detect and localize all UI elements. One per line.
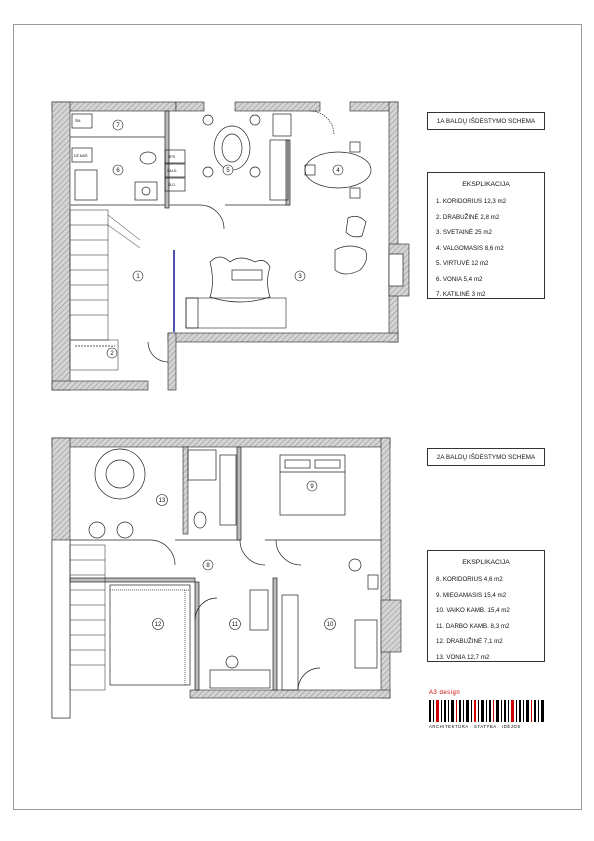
room-marker-11 xyxy=(230,619,241,630)
room-number-9: 9 xyxy=(310,484,314,490)
plan-1-title-text: 1A BALDŲ IŠDĖSTYMO SCHEMA xyxy=(436,117,536,125)
room-marker-2 xyxy=(107,348,117,358)
room-marker-1 xyxy=(133,271,143,281)
legend-row: 8. KORIDORIUS 4,6 m2 xyxy=(436,576,503,583)
room-number-12: 12 xyxy=(154,622,162,628)
room-marker-6 xyxy=(113,165,123,175)
legend-row: 6. VONIA 5,4 m2 xyxy=(436,275,483,283)
plan-2-legend-title: EKSPLIKACIJA xyxy=(462,559,510,566)
label-sps: ŠPS. xyxy=(168,155,177,159)
room-marker-13 xyxy=(157,495,168,506)
room-marker-7 xyxy=(113,120,123,130)
room-number-2: 2 xyxy=(110,351,114,357)
plan-1-title xyxy=(427,112,545,130)
label-sald: ŠALD. xyxy=(167,169,178,173)
room-number-3: 3 xyxy=(298,274,302,280)
room-marker-3 xyxy=(295,271,305,281)
plan-1-stairs xyxy=(70,210,140,340)
room-number-11: 11 xyxy=(231,622,239,628)
logo-caption: ARCHITEKTŪRA · STATYBA · IDĖJOS xyxy=(429,724,521,729)
plan-2-title xyxy=(427,448,545,466)
label-sld: ŠLD. xyxy=(168,183,176,187)
room-number-6: 6 xyxy=(116,168,120,174)
room-marker-8 xyxy=(203,560,213,570)
legend-row: 3. SVETAINĖ 25 m2 xyxy=(436,229,492,236)
room-number-1: 1 xyxy=(136,274,140,280)
room-marker-12 xyxy=(153,619,164,630)
room-number-10: 10 xyxy=(326,622,334,628)
legend-row: 5. VIRTUVĖ 12 m2 xyxy=(436,260,489,267)
legend-row: 12. DRABUŽINĖ 7,1 m2 xyxy=(436,638,503,645)
room-marker-5 xyxy=(223,165,233,175)
legend-row: 2. DRABUŽINĖ 2,8 m2 xyxy=(436,213,500,221)
label-dzmas: DŽ.MAŠ. xyxy=(74,154,89,158)
logo-barcode xyxy=(429,700,544,722)
legend-row: 11. DARBO KAMB. 8,3 m2 xyxy=(436,622,510,630)
fixture-labels xyxy=(74,118,177,187)
plan-1-legend xyxy=(427,172,545,299)
plan-1-walls xyxy=(52,102,409,390)
room-number-8: 8 xyxy=(206,563,210,569)
logo-brand: A3 design xyxy=(429,690,461,696)
legend-row: 1. KORIDORIUS 12,3 m2 xyxy=(436,198,507,205)
room-number-7: 7 xyxy=(116,123,120,129)
room-marker-9 xyxy=(307,481,317,491)
plan-1-legend-title: EKSPLIKACIJA xyxy=(462,181,510,188)
room-marker-10 xyxy=(325,619,336,630)
legend-row: 7. KATILINĖ 3 m2 xyxy=(436,291,486,298)
room-number-13: 13 xyxy=(158,498,166,504)
plan-1 xyxy=(52,102,409,390)
plan-2-title-text: 2A BALDŲ IŠDĖSTYMO SCHEMA xyxy=(436,453,536,461)
legend-row: 10. VAIKO KAMB. 15,4 m2 xyxy=(436,607,510,614)
legend-row: 9. MIEGAMASIS 15,4 m2 xyxy=(436,591,507,599)
room-markers xyxy=(107,120,343,630)
room-marker-4 xyxy=(333,165,343,175)
room-number-4: 4 xyxy=(336,168,340,174)
plan-2 xyxy=(52,438,401,718)
room-number-5: 5 xyxy=(226,168,230,174)
legend-row: 4. VALGOMASIS 8,6 m2 xyxy=(436,244,504,252)
label-sm: ŠM. xyxy=(75,119,82,123)
legend-row: 13. VONIA 12,7 m2 xyxy=(436,653,490,661)
plan-2-legend xyxy=(427,550,545,662)
